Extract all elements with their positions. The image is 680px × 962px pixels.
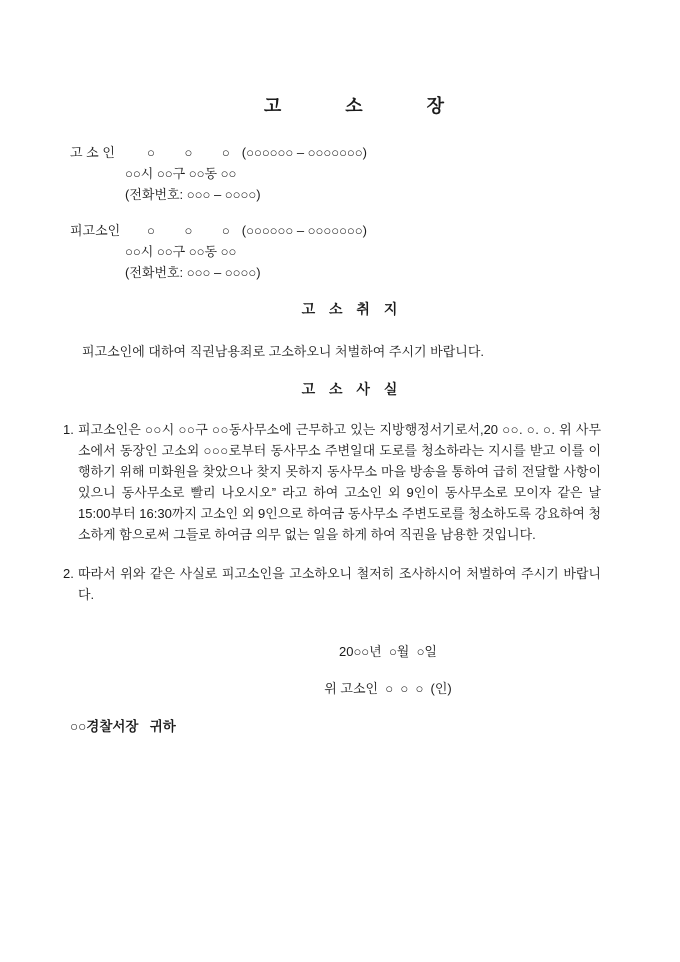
fact-number: 1. xyxy=(63,422,74,437)
purpose-heading: 고 소 취 지 xyxy=(301,301,399,317)
accused-id-number: (○○○○○○ – ○○○○○○○) xyxy=(241,223,367,238)
date-line: 20○○년 ○월 ○일 xyxy=(339,644,437,659)
accused-name-line xyxy=(125,220,620,241)
fact-item xyxy=(63,563,601,605)
complainant-name: ○ ○ ○ xyxy=(147,145,230,160)
purpose-text: 피고소인에 대하여 직권남용죄로 고소하오니 처벌하여 주시기 바랍니다. xyxy=(82,344,485,359)
facts-list xyxy=(63,419,601,623)
accused-address: ○○시 ○○구 ○○동 ○○ xyxy=(125,244,237,259)
complainant-address: ○○시 ○○구 ○○동 ○○ xyxy=(125,166,237,181)
accused-name: ○ ○ ○ xyxy=(147,223,230,238)
document-title: 고 소 장 xyxy=(263,96,447,116)
accused-section xyxy=(70,220,620,283)
fact-text: 따라서 위와 같은 사실로 피고소인을 고소하오니 철저히 조사하시어 처벌하여 주시기 바랍니다. xyxy=(78,566,601,602)
accused-details xyxy=(125,220,620,283)
fact-item xyxy=(63,419,601,545)
complainant-phone: (전화번호: ○○○ – ○○○○) xyxy=(125,187,261,202)
complainant-id-number: (○○○○○○ – ○○○○○○○) xyxy=(241,145,367,160)
accused-phone: (전화번호: ○○○ – ○○○○) xyxy=(125,265,261,280)
signature-line: 위 고소인 ○ ○ ○ (인) xyxy=(324,681,452,696)
accused-label: 피고소인 xyxy=(70,223,121,238)
facts-heading: 고 소 사 실 xyxy=(301,381,399,397)
complainant-section xyxy=(70,142,620,205)
complainant-label: 고 소 인 xyxy=(70,145,115,160)
fact-text: 피고소인은 ○○시 ○○구 ○○동사무소에 근무하고 있는 지방행정서기로서,20 ○○. ○. ○. 위 사무소에서 동장인 고소외 ○○○로부터 동사무소 주변일대 도로를 청소하라는 지시를 받고 이를 이행하기 위해 미화원을 찾았으나 찾지 못하지 동사무소 마을 방송을 통하여 급히 전달할 사항이 있으니 동사무소로 빨리 나오시오” 라고 하여 고소인 외 9인이 동사무소로 모이자 같은 날 15:00부터 16:30까지 고소인 외 9인으로 하여금 동사무소 주변도로를 청소하도록 강요하여 청소하게 함으로써 그들로 하여금 의무 없는 일을 하게 하여 직권을 남용한 것입니다. xyxy=(78,422,601,542)
fact-number: 2. xyxy=(63,566,74,581)
recipient-line: ○○경찰서장 귀하 xyxy=(70,719,176,734)
complainant-name-line xyxy=(125,142,620,163)
complainant-details xyxy=(125,142,620,205)
